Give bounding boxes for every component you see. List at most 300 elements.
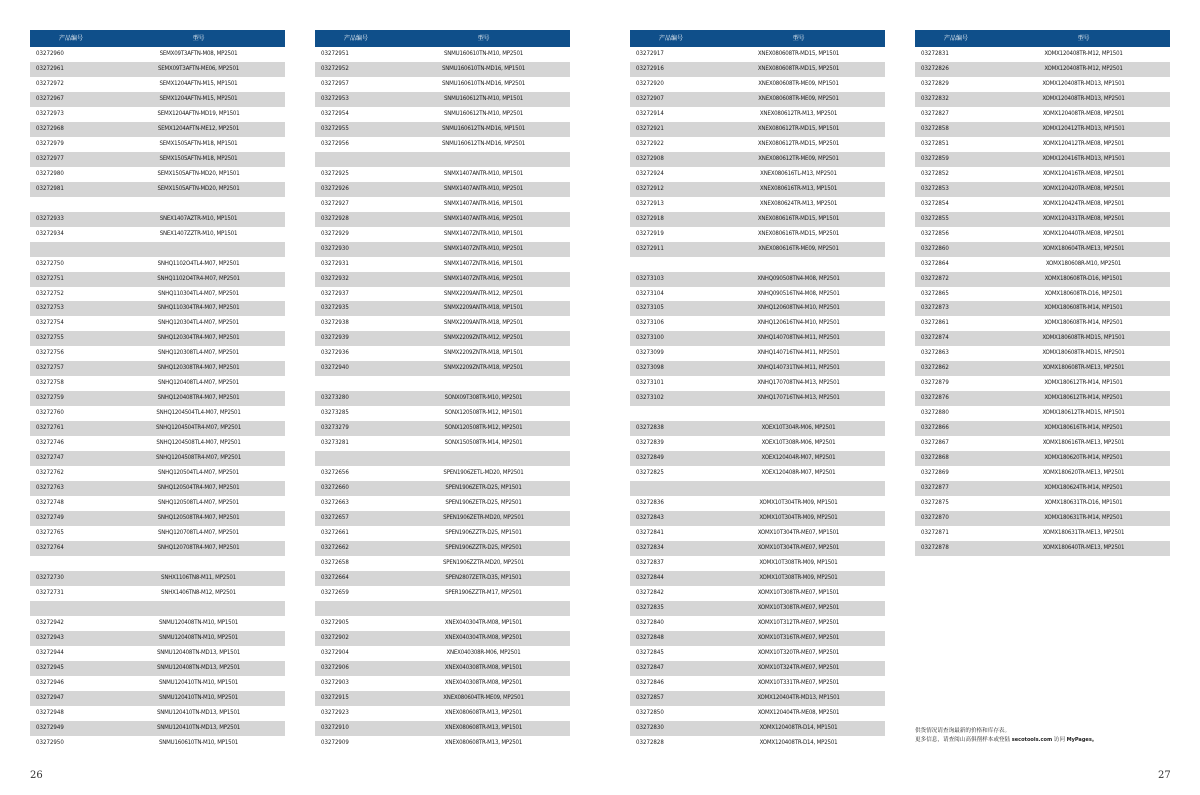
model-cell: SNHQ120308TL4-M07, MP2501 <box>158 349 239 357</box>
table-row <box>630 242 885 257</box>
model-cell: SNMU160610TN-M10, MP2501 <box>443 50 524 57</box>
table-row <box>915 391 1170 406</box>
table-row <box>630 646 885 661</box>
table-row <box>630 466 885 481</box>
product-code-cell: 03272827 <box>921 109 949 117</box>
header-model: 型号 <box>477 35 490 42</box>
model-cell: XNEX080608TR-MD15, MP2501 <box>757 64 840 72</box>
model-cell: XNHQ140716TN4-M11, MP2501 <box>757 349 840 357</box>
product-code-cell: 03272863 <box>921 349 949 357</box>
model-cell: SPEN2807ZETR-D35, MP1501 <box>445 573 522 581</box>
product-code-cell: 03272960 <box>36 50 64 57</box>
product-code-cell: 03272830 <box>636 723 664 731</box>
table-row <box>30 391 285 406</box>
table-row <box>315 376 570 391</box>
product-code-cell: 03272832 <box>921 94 949 102</box>
table-row <box>30 556 285 571</box>
model-cell: SNHQ120504TR4-M07, MP2501 <box>157 484 240 492</box>
product-code-cell: 03273103 <box>636 274 664 282</box>
model-cell: XNHQ170716TN4-M13, MP2501 <box>757 394 840 402</box>
table-row <box>915 107 1170 122</box>
product-code-cell <box>315 152 397 167</box>
product-code-cell: 03272923 <box>321 708 349 716</box>
model-cell: XNEX080608TR-M13, MP2501 <box>444 738 523 746</box>
model-cell: SNHQ110304TR4-M07, MP2501 <box>157 304 240 312</box>
model-cell: SNMU120410TN-MD13, MP2501 <box>156 723 241 731</box>
product-code-cell: 03272880 <box>921 409 949 417</box>
table-row <box>915 451 1170 466</box>
header-model: 型号 <box>192 35 205 42</box>
product-code-cell: 03272730 <box>36 573 64 581</box>
table-row <box>315 571 570 586</box>
product-code-cell: 03272852 <box>921 169 949 177</box>
product-code-cell: 03272762 <box>36 469 64 477</box>
table-row <box>315 676 570 691</box>
model-cell: XOMX120412TR-ME08, MP2501 <box>1042 139 1125 147</box>
product-code-cell: 03272843 <box>636 514 664 522</box>
table-row <box>30 361 285 376</box>
product-code-cell <box>315 376 397 391</box>
model-cell: XOMX180608TR-M14, MP2501 <box>1044 319 1123 327</box>
product-code-cell: 03272747 <box>36 454 64 462</box>
table-row <box>30 736 285 751</box>
product-code-cell: 03272945 <box>36 663 64 671</box>
product-code-cell: 03272973 <box>36 109 64 117</box>
product-code-cell: 03273279 <box>321 424 349 432</box>
table-row <box>915 361 1170 376</box>
table-row <box>30 601 285 616</box>
product-code-cell: 03272927 <box>321 199 349 207</box>
model-cell: XOMX10T316TR-ME07, MP2501 <box>757 633 840 641</box>
product-code-cell: 03272924 <box>636 169 664 177</box>
product-code-cell: 03272903 <box>321 678 349 686</box>
product-code-cell: 03272846 <box>636 678 664 686</box>
product-code-cell: 03272915 <box>321 693 349 701</box>
table-row <box>315 197 570 212</box>
product-code-cell: 03272663 <box>321 499 349 507</box>
table-row <box>915 541 1170 556</box>
table-row <box>630 197 885 212</box>
table-row <box>315 346 570 361</box>
model-cell: SNHQ120508TR4-M07, MP2501 <box>157 514 240 522</box>
table-row <box>915 182 1170 197</box>
product-code-cell: 03272951 <box>321 50 349 57</box>
model-cell: SNHQ120508TL4-M07, MP2501 <box>158 499 239 507</box>
table-row <box>630 272 885 287</box>
product-code-cell: 03272876 <box>921 394 949 402</box>
model-cell: SNEX1407ZZTR-M10, MP1501 <box>159 229 238 237</box>
table-row <box>30 421 285 436</box>
model-cell: SEMX1204AFTN-ME12, MP2501 <box>157 124 240 132</box>
product-code-cell: 03272837 <box>636 558 664 566</box>
product-code-cell: 03272828 <box>636 738 664 746</box>
product-code-cell: 03272864 <box>921 259 949 267</box>
product-code-cell: 03272977 <box>36 154 64 162</box>
table-row <box>915 242 1170 257</box>
product-code-cell: 03273102 <box>636 394 664 402</box>
table-row <box>30 62 285 77</box>
product-code-cell: 03272834 <box>636 543 664 551</box>
table-row <box>630 137 885 152</box>
table-row <box>315 272 570 287</box>
page-number-right: 27 <box>1158 770 1171 781</box>
table-row <box>630 526 885 541</box>
table-row <box>315 691 570 706</box>
model-cell: SNMX1407ANTR-M16, MP1501 <box>443 199 524 207</box>
model-cell: XOMX120424TR-ME08, MP2501 <box>1042 199 1125 207</box>
model-cell: SNHQ120408TL4-M07, MP2501 <box>158 379 239 387</box>
table-row <box>915 287 1170 302</box>
table-row <box>630 77 885 92</box>
model-cell: XOMX120416TR-MD13, MP1501 <box>1042 154 1125 162</box>
model-cell: SPEN1906ZETR-D25, MP1501 <box>445 484 522 492</box>
table-row <box>915 331 1170 346</box>
table-row <box>30 257 285 272</box>
product-code-cell: 03273285 <box>321 409 349 417</box>
model-cell: XOMX120408TR-M12, MP2501 <box>1044 64 1123 72</box>
model-cell: XNEX080608TR-MD15, MP1501 <box>757 50 840 57</box>
table-row <box>630 361 885 376</box>
model-cell: XNHQ090516TN4-M08, MP2501 <box>757 289 840 297</box>
table-header <box>315 30 570 47</box>
product-code-cell: 03272660 <box>321 484 349 492</box>
product-code-cell: 03272865 <box>921 289 949 297</box>
product-code-cell: 03272954 <box>321 109 349 117</box>
model-cell: XOMX120420TR-ME08, MP2501 <box>1042 184 1125 192</box>
table-row <box>30 511 285 526</box>
product-code-cell: 03272763 <box>36 484 64 492</box>
model-cell: SNMX1407ZNTR-M10, MP2501 <box>443 244 524 252</box>
model-cell: XOMX180604TR-ME13, MP2501 <box>1042 244 1125 252</box>
table-row <box>630 706 885 721</box>
product-code-cell <box>315 601 397 616</box>
table-row <box>30 301 285 316</box>
product-code-cell: 03272838 <box>636 424 664 432</box>
product-code-cell: 03272758 <box>36 379 64 387</box>
model-cell: SNEX1407AZTR-M10, MP1501 <box>159 214 238 222</box>
model-cell <box>112 556 285 571</box>
table-row <box>30 346 285 361</box>
product-code-cell: 03272756 <box>36 349 64 357</box>
product-code-cell: 03272947 <box>36 693 64 701</box>
product-code-cell: 03272746 <box>36 439 64 447</box>
table-row <box>915 197 1170 212</box>
product-code-cell: 03272826 <box>921 64 949 72</box>
table-row <box>630 676 885 691</box>
note-mypages: MyPages。 <box>1066 737 1098 743</box>
model-cell: XNHQ090508TN4-M08, MP2501 <box>757 274 840 282</box>
table-row <box>630 481 885 496</box>
product-code-cell <box>630 257 712 272</box>
model-cell: SNMX1407ANTR-M10, MP1501 <box>443 169 524 177</box>
product-code-cell: 03272919 <box>636 229 664 237</box>
model-cell: XOEX10T308R-M06, MP2501 <box>761 439 836 447</box>
product-code-cell: 03272902 <box>321 633 349 641</box>
model-cell: SNMU160610TN-MD16, MP2501 <box>441 79 526 87</box>
model-cell: SNMU120408TN-MD13, MP1501 <box>156 648 241 656</box>
header-product-code: 产品编号 <box>658 35 683 42</box>
product-code-cell: 03272913 <box>636 199 664 207</box>
model-cell: SNHQ1204504TR4-M07, MP2501 <box>155 424 242 432</box>
table-row <box>315 481 570 496</box>
model-cell: SEMX09T3AFTN-M08, MP2501 <box>159 50 238 57</box>
model-cell: XOMX180608TR-ME13, MP2501 <box>1042 364 1125 372</box>
product-code-cell: 03272859 <box>921 154 949 162</box>
table-row <box>315 92 570 107</box>
table-row <box>315 77 570 92</box>
table-row <box>30 122 285 137</box>
table-header <box>915 30 1170 47</box>
model-cell: SNMU120408TN-M10, MP2501 <box>158 633 239 641</box>
model-cell: SNMU120410TN-M10, MP2501 <box>158 693 239 701</box>
product-code-cell <box>630 406 712 421</box>
product-code-cell: 03272659 <box>321 588 349 596</box>
product-code-cell: 03272751 <box>36 274 64 282</box>
product-code-cell: 03272825 <box>636 469 664 477</box>
table-row <box>30 77 285 92</box>
product-code-cell: 03272664 <box>321 573 349 581</box>
table-3 <box>630 30 885 751</box>
table-row <box>915 257 1170 272</box>
table-row <box>30 526 285 541</box>
table-row <box>630 436 885 451</box>
product-code-cell: 03272848 <box>636 633 664 641</box>
note-link-secotools[interactable]: secotools.com <box>1011 737 1053 743</box>
model-cell: XOMX180631TR-M14, MP2501 <box>1044 514 1123 522</box>
product-code-cell: 03272870 <box>921 514 949 522</box>
product-code-cell: 03272854 <box>921 199 949 207</box>
table-row <box>315 287 570 302</box>
product-code-cell: 03272908 <box>636 154 664 162</box>
product-code-cell: 03272845 <box>636 648 664 656</box>
table-row <box>30 481 285 496</box>
model-cell: SPEN1906ZETR-D25, MP2501 <box>445 499 522 507</box>
table-row <box>315 62 570 77</box>
model-cell: SNHQ120708TL4-M07, MP2501 <box>158 529 239 536</box>
model-cell: SNMU120410TN-MD13, MP1501 <box>156 708 241 716</box>
table-row <box>30 451 285 466</box>
note-line-2-mid: 访问 <box>1052 737 1067 743</box>
product-code-cell: 03272910 <box>321 723 349 731</box>
table-row <box>915 466 1170 481</box>
model-cell: XOMX120408TR-D14, MP1501 <box>759 723 838 731</box>
table-row <box>630 391 885 406</box>
model-cell: SEMX1204AFTN-M15, MP1501 <box>159 79 238 87</box>
table-row <box>915 272 1170 287</box>
model-cell: XNEX080612TR-MD15, MP1501 <box>757 124 840 132</box>
table-row <box>30 272 285 287</box>
product-code-cell: 03272920 <box>636 79 664 87</box>
product-code-cell: 03272861 <box>921 319 949 327</box>
table-row <box>630 511 885 526</box>
model-cell: XOMX10T304TR-M09, MP1501 <box>759 499 838 507</box>
product-code-cell: 03272835 <box>636 603 664 611</box>
model-cell: SONX120508TR-M12, MP1501 <box>444 409 523 417</box>
table-row <box>630 227 885 242</box>
product-code-cell: 03272760 <box>36 409 64 417</box>
product-code-cell: 03273101 <box>636 379 664 387</box>
model-cell: SNHQ1204504TL4-M07, MP2501 <box>156 409 241 417</box>
table-row <box>30 212 285 227</box>
model-cell: XOMX180631TR-ME13, MP2501 <box>1042 529 1125 536</box>
product-code-cell: 03272906 <box>321 663 349 671</box>
product-code-cell: 03272943 <box>36 633 64 641</box>
model-cell: XOMX120431TR-ME08, MP2501 <box>1042 214 1125 222</box>
model-cell: SNMX2209ANTR-M18, MP1501 <box>443 304 524 312</box>
table-header <box>30 30 285 47</box>
model-cell: XNEX040308R-M06, MP2501 <box>446 648 521 656</box>
model-cell <box>112 197 285 212</box>
product-code-cell: 03273099 <box>636 349 664 357</box>
note-line-1: 供货情况请查询最新的价格和库存表。 <box>915 728 1011 734</box>
table-row <box>630 451 885 466</box>
product-code-cell: 03272921 <box>636 124 664 132</box>
model-cell <box>397 601 570 616</box>
table-row <box>30 182 285 197</box>
table-row <box>630 287 885 302</box>
model-cell: XOMX180608TR-MD15, MP2501 <box>1042 349 1125 357</box>
product-code-cell: 03272750 <box>36 259 64 267</box>
model-cell: XNEX080624TR-M13, MP2501 <box>759 199 838 207</box>
table-row <box>30 331 285 346</box>
product-code-cell: 03272950 <box>36 738 64 746</box>
table-2 <box>315 30 570 751</box>
model-cell: XNEX040304TR-M08, MP1501 <box>444 618 523 626</box>
model-cell: XOMX120404TR-MD13, MP1501 <box>757 693 840 701</box>
table-row <box>30 137 285 152</box>
table-row <box>630 541 885 556</box>
model-cell: SNHQ1102O4TR4-M07, MP2501 <box>157 274 240 282</box>
product-code-cell: 03272839 <box>636 439 664 447</box>
product-code-cell: 03272980 <box>36 169 64 177</box>
model-cell: XNEX080616TR-M13, MP1501 <box>759 184 838 192</box>
product-code-cell <box>30 242 112 257</box>
model-cell: XOMX180631TR-D16, MP1501 <box>1044 499 1123 507</box>
table-row <box>315 736 570 751</box>
product-code-cell: 03272662 <box>321 543 349 551</box>
table-header <box>630 30 885 47</box>
model-cell: SNMX2209ANTR-M12, MP2501 <box>443 289 524 297</box>
model-cell: SNMU160612TN-MD16, MP2501 <box>441 139 526 147</box>
table-row <box>30 107 285 122</box>
table-row <box>30 691 285 706</box>
table-row <box>915 511 1170 526</box>
model-cell: XOEX120404R-M07, MP2501 <box>761 454 836 462</box>
table-row <box>315 137 570 152</box>
product-code-cell: 03272955 <box>321 124 349 132</box>
product-code-cell: 03272872 <box>921 274 949 282</box>
model-cell: XNHQ120608TN4-M10, MP2501 <box>757 304 840 312</box>
product-code-cell: 03272972 <box>36 79 64 87</box>
model-cell: XOMX120404TR-ME08, MP2501 <box>757 708 840 716</box>
model-cell: XNEX080612TR-MD15, MP2501 <box>757 139 840 147</box>
product-code-cell: 03272979 <box>36 139 64 147</box>
table-row <box>315 466 570 481</box>
product-code-cell: 03272935 <box>321 304 349 312</box>
table-row <box>915 406 1170 421</box>
table-row <box>630 107 885 122</box>
model-cell: XOMX120408TR-MD13, MP1501 <box>1042 79 1125 87</box>
table-row <box>915 152 1170 167</box>
table-row <box>30 661 285 676</box>
product-code-cell: 03272849 <box>636 454 664 462</box>
model-cell: SONX09T308TR-M10, MP2501 <box>444 394 523 402</box>
table-row <box>30 676 285 691</box>
table-row <box>915 481 1170 496</box>
product-code-cell: 03272869 <box>921 469 949 477</box>
product-code-cell: 03272918 <box>636 214 664 222</box>
table-row <box>315 556 570 571</box>
table-row <box>630 47 885 62</box>
table-row <box>315 661 570 676</box>
table-row <box>315 122 570 137</box>
model-cell <box>112 601 285 616</box>
product-code-cell: 03272879 <box>921 379 949 387</box>
table-row <box>630 257 885 272</box>
product-code-cell: 03272658 <box>321 558 349 566</box>
table-row <box>315 227 570 242</box>
product-code-cell: 03272847 <box>636 663 664 671</box>
model-cell <box>112 242 285 257</box>
model-cell: SNHX1406TN8-M12, MP2501 <box>161 588 236 596</box>
table-row <box>915 316 1170 331</box>
product-code-cell: 03272656 <box>321 469 349 477</box>
table-row <box>30 376 285 391</box>
table-row <box>315 421 570 436</box>
model-cell: XOMX180608R-M10, MP2501 <box>1045 259 1122 267</box>
product-code-cell: 03272931 <box>321 259 349 267</box>
product-code-cell <box>30 601 112 616</box>
model-cell: SNHQ120308TR4-M07, MP2501 <box>157 364 240 372</box>
table-row <box>315 511 570 526</box>
model-cell: XNEX080608TR-M13, MP2501 <box>444 708 523 716</box>
model-cell: SPER1906ZZTR-M17, MP2501 <box>445 588 522 596</box>
model-cell: XOMX120408TR-D14, MP2501 <box>759 738 838 746</box>
product-code-cell: 03272925 <box>321 169 349 177</box>
table-row <box>915 167 1170 182</box>
table-row <box>315 316 570 331</box>
model-cell <box>712 481 885 496</box>
table-row <box>30 316 285 331</box>
table-row <box>915 301 1170 316</box>
table-row <box>915 227 1170 242</box>
model-cell <box>397 451 570 466</box>
table-1 <box>30 30 285 751</box>
product-code-cell: 03272840 <box>636 618 664 626</box>
model-cell: SNMU120408TN-M10, MP1501 <box>158 618 239 626</box>
table-row <box>30 631 285 646</box>
page-number-left: 26 <box>30 770 43 781</box>
table-row <box>30 496 285 511</box>
product-code-cell: 03272748 <box>36 499 64 507</box>
product-code-cell: 03272957 <box>321 79 349 87</box>
table-row <box>30 47 285 62</box>
table-row <box>630 406 885 421</box>
table-row <box>315 107 570 122</box>
model-cell: XOMX180624TR-M14, MP2501 <box>1044 484 1123 492</box>
product-code-cell: 03272856 <box>921 229 949 237</box>
table-row <box>30 466 285 481</box>
header-model: 型号 <box>1077 35 1090 42</box>
product-code-cell: 03272841 <box>636 529 664 536</box>
model-cell: SEMX1505AFTN-MD20, MP2501 <box>157 184 240 192</box>
product-code-cell: 03272930 <box>321 244 349 252</box>
model-cell: XOMX10T308TR-M09, MP1501 <box>759 558 838 566</box>
header-product-code: 产品编号 <box>58 35 83 42</box>
model-cell: XNEX080616TR-MD15, MP2501 <box>757 229 840 237</box>
product-code-cell: 03272934 <box>36 229 64 237</box>
product-code-cell: 03272907 <box>636 94 664 102</box>
